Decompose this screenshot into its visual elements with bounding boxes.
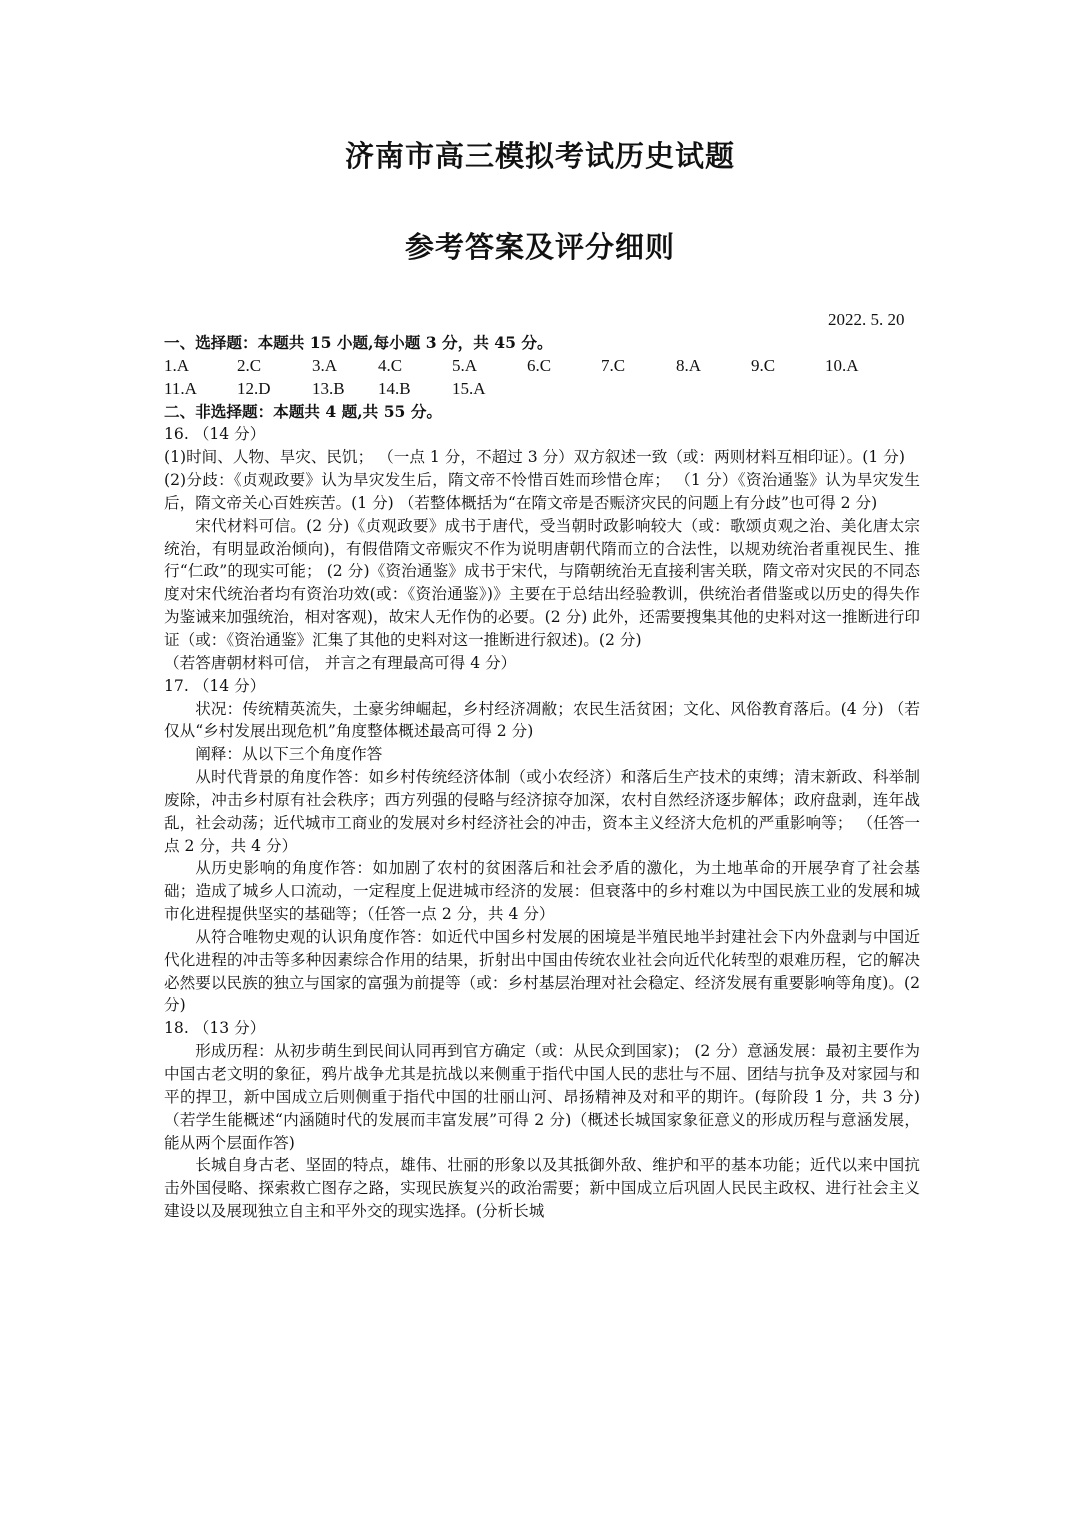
q17-paragraph: 状况：传统精英流失，土豪劣绅崛起，乡村经济凋敝；农民生活贫困；文化、风俗教育落后。(4 分) （若仅从“乡村发展出现危机”角度整体概述最高可得 2 分) [164,699,920,741]
section2-heading: 二、非选择题：本题共 4 题,共 55 分。 [164,401,443,421]
answer-item: 6.C [527,355,552,375]
q18-heading: 18. （13 分） [164,1019,266,1038]
q16-paragraph: (2)分歧：《贞观政要》认为旱灾发生后，隋文帝不怜惜百姓而珍惜仓库； （1 分）《资治通鉴》认为旱灾发生后，隋文帝关心百姓疾苦。(1 分) （若整体概括为“在隋文帝是否赈济灾民的问题上有分歧”也可得 2 分) [164,471,920,512]
answer-item: 2.C [237,355,262,375]
answer-item: 14.B [378,378,411,398]
answer-item: 10.A [825,355,859,375]
q17-heading: 17. （14 分） [164,676,266,695]
q16-scoring-note: （若答唐朝材料可信， 并言之有理最高可得 4 分） [164,653,517,672]
q16-paragraph: 宋代材料可信。(2 分)《贞观政要》成书于唐代，受当朝时政影响较大（或：歌颂贞观之治、美化唐太宗统治，有明显政治倾向)，有假借隋文帝赈灾不作为说明唐朝代隋而立的合法性，以规劝统治者重视民生、推行“仁政”的现实可能； (2 分)《资治通鉴》成书于宋代，与隋朝统治无直接利害关联，隋文帝对灾民的不同态度对宋代统治者均有资治功效(或：《资治通鉴》)》主要在于总结出经验教训，供统治者借鉴或以历史的得失作为鉴诫来加强统治，相对客观)，故宋人无作伪的必要。(2 分) 此外，还需要搜集其他的史料对这一推断进行印证（或：《资治通鉴》汇集了其他的史料对这一推断进行叙述)。(2 分) [164,516,920,649]
page-title: 济南市高三模拟考试历史试题 [344,139,735,173]
answer-item: 3.A [312,355,338,375]
q17-paragraph: 从时代背景的角度作答：如乡村传统经济体制（或小农经济）和落后生产技术的束缚；清末新政、科举制废除，冲击乡村原有社会秩序；西方列强的侵略与经济掠夺加深，农村自然经济逐步解体；政府盘剥，连年战乱，社会动荡；近代城市工商业的发展对乡村经济社会的冲击，资本主义经济大危机的严重影响等； （任答一点 2 分，共 4 分） [164,768,920,855]
answer-item: 8.A [676,355,702,375]
q16-paragraph: (1)时间、人物、旱灾、民饥； （一点 1 分，不超过 3 分）双方叙述一致（或：两则材料互相印证）。(1 分) [164,448,905,467]
answer-item: 12.D [237,378,271,398]
q17-paragraph: 从历史影响的角度作答：如加剧了农村的贫困落后和社会矛盾的激化，为土地革命的开展孕育了社会基础；造成了城乡人口流动，一定程度上促进城市经济的发展：但衰落中的乡村难以为中国民族工业的发展和城市化进程提供坚实的基础等；（任答一点 2 分，共 4 分） [164,859,920,924]
answer-content [164,332,920,1223]
document-date: 2022. 5. 20 [828,310,905,329]
q17-paragraph: 阐释：从以下三个角度作答 [195,745,383,764]
answer-item: 15.A [452,378,486,398]
answer-item: 7.C [601,355,626,375]
section1-heading: 一、选择题：本题共 15 小题,每小题 3 分，共 45 分。 [164,333,553,352]
page-subtitle: 参考答案及评分细则 [404,230,675,264]
q18-paragraph: 形成历程：从初步萌生到民间认同再到官方确定（或：从民众到国家)； (2 分）意涵发展：最初主要作为中国古老文明的象征，鸦片战争尤其是抗战以来侧重于指代中国人民的悲壮与不屈、团结与抗争及对家园与和平的捍卫，新中国成立后则侧重于指代中国的壮丽山河、昂扬精神及对和平的期许。(每阶段 1 分，共 3 分)（若学生能概述“内涵随时代的发展而丰富发展”可得 2 分)（概述长城国家象征意义的形成历程与意涵发展，能从两个层面作答) [164,1042,920,1152]
q18-paragraph: 长城自身古老、坚固的特点，雄伟、壮丽的形象以及其抵御外敌、维护和平的基本功能；近代以来中国抗击外国侵略、探索救亡图存之路，实现民族复兴的政治需要；新中国成立后巩固人民民主政权、进行社会主义建设以及展现独立自主和平外交的现实选择。(分析长城 [164,1156,920,1221]
answer-item: 5.A [452,355,478,375]
answer-item: 4.C [378,355,403,375]
q16-heading: 16. （14 分） [164,425,266,444]
answers-row-1 [164,355,920,378]
answers-row-2 [164,378,920,401]
answer-item: 11.A [164,378,197,398]
answer-item: 9.C [751,355,776,375]
answer-item: 13.B [312,378,345,398]
q17-paragraph: 从符合唯物史观的认识角度作答：如近代中国乡村发展的困境是半殖民地半封建社会下内外盘剥与中国近代化进程的冲击等多种因素综合作用的结果，折射出中国由传统农业社会向近代化转型的艰难历程，它的解决必然要以民族的独立与国家的富强为前提等（或：乡村基层治理对社会稳定、经济发展有重要影响等角度)。(2 分) [164,927,920,1015]
answer-item: 1.A [164,355,190,375]
